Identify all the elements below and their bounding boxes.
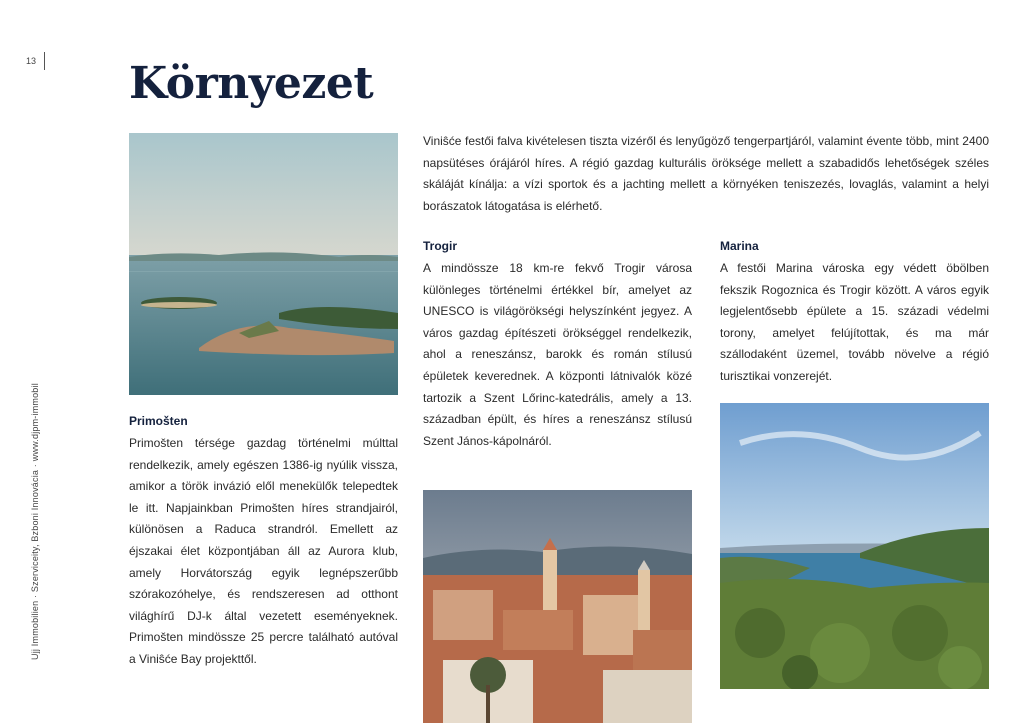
marina-heading: Marina xyxy=(720,239,759,253)
page-title: Környezet xyxy=(129,58,374,109)
primosten-aerial-photo xyxy=(129,133,398,395)
page-number: 13 xyxy=(26,52,45,70)
intro-text: Viniŝće festői falva kivételesen tiszta vizéről és lenyűgöző tengerpartjáról, valamint évente több, mint 2400 napsütéses órájáról híres. A régió gazdag kulturális öröksége mellett a szabadidős lehetőségek széles skáláját kínálja: a vízi sportok és a jachting mellett a környéken teniszezés, lovaglás, valamint a helyi borászatok látogatása is elérhető. xyxy=(423,134,989,213)
primosten-heading: Primošten xyxy=(129,414,188,428)
trogir-heading: Trogir xyxy=(423,239,458,253)
primosten-text: Primošten térsége gazdag történelmi múlttal rendelkezik, amely egészen 1386-ig nyúlik vissza, amikor a török invázió elől menekülők telepedtek le itt. Napjainkban Primošten híres strandjairól, különösen a Raduca strandról. Emellett az éjszakai élet központjában áll az Aurora klub, amely Horvátország egyik legnépszerűbb szórakozóhelye, és rendszeresen ad otthont világhírű DJ-k által vezetett eseményeknek. Primošten mindössze 25 percre található autóval a Viniŝće Bay projekttől. xyxy=(129,436,398,666)
marina-text: A festői Marina városka egy védett öbölben fekszik Rogoznica és Trogir között. A város egyik legjelentősebb épülete a 15. századi védelmi torony, amelyet felújítottak, és ma már szállodaként üzemel, tovább növelve a régió turisztikai vonzerejét. xyxy=(720,261,989,383)
trogir-text: A mindössze 18 km-re fekvő Trogir városa különleges történelmi értékkel bír, amelyet az UNESCO is világörökségi helyszínként jegyez. A város gazdag építészeti örökséggel rendelkezik, ahol a reneszánsz, barokk és román stílusú épületek keverednek. A központi látnivalók közé tartozik a Szent Lőrinc-katedrális, amely a 13. században épült, és híres a reneszánsz stílusú Szent János-kápolnáról. xyxy=(423,261,692,448)
trogir-old-town-photo xyxy=(423,490,692,723)
sidebar-vertical-text: Ujj Immobilien · Szerviceity, Bzboni Innovácia · www.djpm-immobil xyxy=(30,383,40,660)
marina-bay-photo xyxy=(720,403,989,689)
